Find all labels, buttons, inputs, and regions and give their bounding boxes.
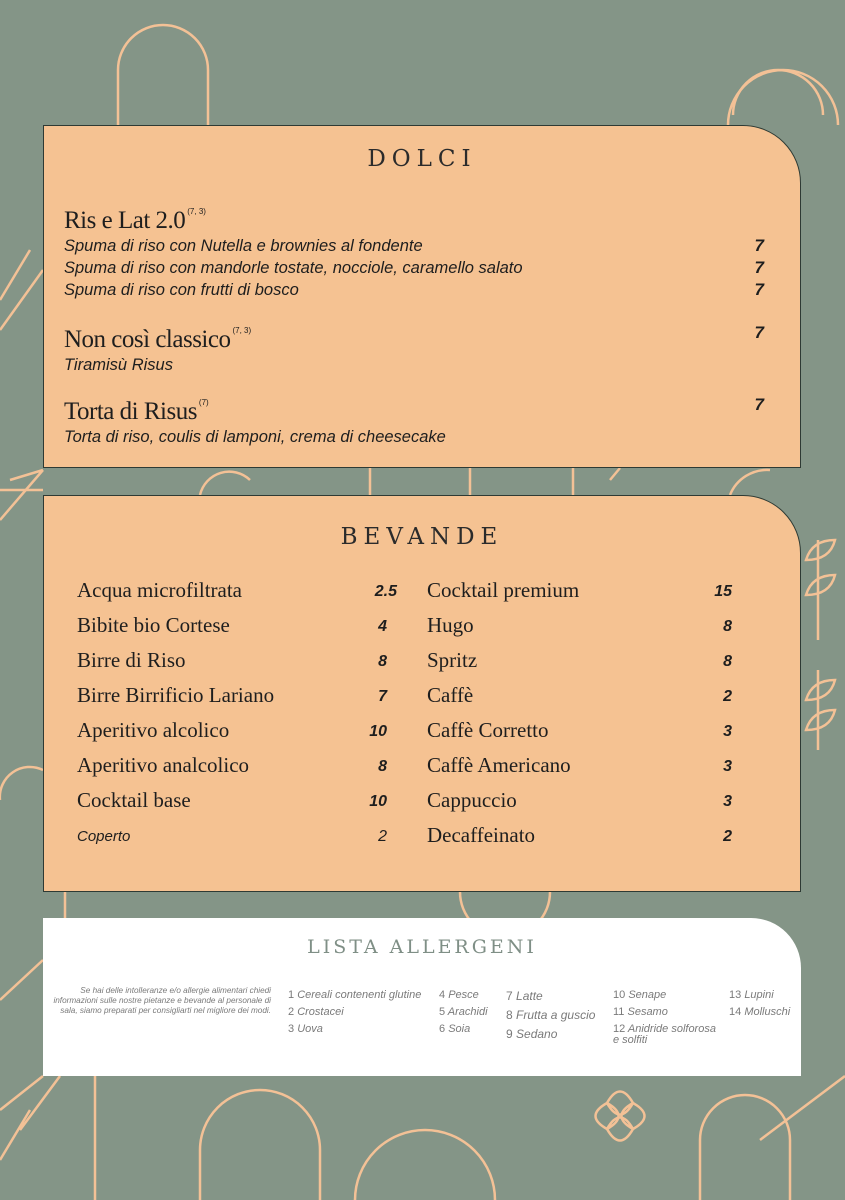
arch-shape (700, 1095, 790, 1200)
drink-row (427, 683, 732, 718)
drink-row (77, 683, 397, 718)
allergen-entry: 6 Soia (439, 1023, 471, 1035)
drink-price: 10 (369, 723, 387, 740)
drink-row (77, 578, 397, 613)
allergen-entry: 5 Arachidi (439, 1006, 488, 1018)
drink-row (427, 788, 732, 823)
drink-price: 7 (378, 688, 387, 705)
item-name: Torta di Risus $^{(7)}$ (64, 398, 209, 425)
drink-name: Hugo (427, 613, 474, 637)
drink-row (427, 613, 732, 648)
item-description: Spuma di riso con Nutella e brownies al fondente 7 (64, 236, 764, 255)
allergen-entry: 12 Anidride solforosa e solfiti (613, 1023, 716, 1046)
leaf-icon (806, 670, 835, 750)
leaf-line (0, 1076, 60, 1160)
drink-name: Birre di Riso (77, 648, 186, 672)
dolci-section (43, 125, 801, 468)
allergen-entry: 13 Lupini (729, 989, 774, 1001)
arch-shape (730, 470, 770, 495)
item-description: Tiramisù Risus (64, 356, 173, 374)
drink-name: Spritz (427, 648, 478, 672)
item-description: Spuma di riso con frutti di bosco 7 (64, 280, 764, 299)
drink-price: 3 (723, 758, 732, 775)
drink-row (77, 823, 397, 858)
drink-price: 2 (723, 688, 732, 705)
drink-row (77, 788, 397, 823)
allergen-entry: 3 Uova (288, 1023, 323, 1035)
item-price: 7 (754, 280, 764, 299)
allergen-codes: (7, 3) (232, 326, 252, 335)
allergen-entry: 10 Senape (613, 989, 667, 1001)
drink-row (77, 718, 397, 753)
arch-shape (200, 1090, 320, 1200)
drink-name: Cappuccio (427, 788, 517, 812)
section-title: LISTA ALLERGENI (307, 936, 537, 958)
allergen-column (288, 987, 421, 1038)
leaf-icon (806, 540, 835, 640)
drink-row (427, 578, 732, 613)
allergen-entry: 11 Sesamo (613, 1006, 668, 1018)
allergen-entry: 9 Sedano (506, 1027, 558, 1041)
leaf-line (0, 767, 43, 800)
item-price: 7 (754, 395, 764, 414)
menu-item (64, 198, 764, 301)
drink-row (427, 718, 732, 753)
drink-price: 8 (723, 653, 732, 670)
drink-price: 2.5 (374, 583, 397, 600)
drink-price: 3 (723, 723, 732, 740)
drink-name: Birre Birrificio Lariano (77, 683, 275, 707)
allergen-column (729, 987, 790, 1021)
item-name: Non così classico $^{(7, 3)}$ (64, 326, 252, 353)
drink-row (427, 753, 732, 788)
flower-icon (596, 1092, 645, 1141)
drink-row (427, 648, 732, 683)
item-price: 7 (754, 258, 764, 277)
drink-name: Decaffeinato (427, 823, 536, 847)
drink-price: 15 (714, 583, 732, 600)
drinks-column-left (77, 578, 397, 858)
drink-row (427, 823, 732, 858)
section-title: BEVANDE (340, 524, 504, 550)
allergen-entry: 4 Pesce (439, 989, 479, 1001)
allergen-entry: 14 Molluschi (729, 1006, 791, 1018)
allergen-codes: (7) (198, 398, 209, 407)
drink-row (77, 648, 397, 683)
item-price: 7 (754, 236, 764, 255)
leaf-line (200, 472, 250, 495)
drink-price: 3 (723, 793, 732, 810)
allergen-section (43, 918, 801, 1076)
drink-name: Aperitivo analcolico (77, 753, 250, 777)
drink-name: Coperto (77, 828, 131, 845)
drink-name: Caffè (427, 683, 474, 707)
item-name: Ris e Lat 2.0 $^{(7, 3)}$ (64, 207, 206, 234)
drink-price: 8 (378, 653, 387, 670)
drink-price: 8 (378, 758, 387, 775)
drink-name: Cocktail premium (427, 578, 580, 602)
stem-line (370, 468, 620, 495)
drink-price: 4 (378, 618, 387, 635)
drink-price: 2 (723, 828, 732, 845)
menu-item (64, 317, 764, 376)
arch-shape (355, 1130, 495, 1200)
drink-price: 10 (369, 793, 387, 810)
drink-price: 8 (723, 618, 732, 635)
arch-shape (0, 960, 43, 1000)
arch-shape (118, 25, 208, 130)
drink-row (77, 613, 397, 648)
menu-item (64, 389, 764, 448)
drink-name: Bibite bio Cortese (77, 613, 230, 637)
drink-row (77, 753, 397, 788)
section-title: DOLCI (367, 146, 477, 172)
drink-price: 2 (378, 828, 387, 845)
allergen-entry: 8 Frutta a guscio (506, 1008, 596, 1022)
allergen-column (439, 987, 488, 1038)
allergen-column (506, 987, 595, 1044)
item-price: 7 (754, 323, 764, 342)
leaf-line (0, 470, 43, 520)
drink-name: Caffè Americano (427, 753, 571, 777)
item-description: Spuma di riso con mandorle tostate, nocciole, caramello salato 7 (64, 258, 764, 277)
drinks-column-right (427, 578, 732, 858)
drink-name: Caffè Corretto (427, 718, 549, 742)
allergen-column (613, 987, 725, 1046)
allergen-entry: 2 Crostacei (288, 1006, 344, 1018)
leaf-line (0, 270, 43, 330)
arch-shape (728, 70, 838, 125)
item-description: Torta di riso, coulis di lamponi, crema di cheesecake (64, 428, 446, 446)
drink-name: Aperitivo alcolico (77, 718, 230, 742)
allergen-entry: 1 Cereali contenenti glutine (288, 989, 422, 1001)
arch-shape (760, 1076, 845, 1140)
allergen-note: Se hai delle intolleranze e/o allergie alimentari chiedi informazioni sulle nostre pietanze e bevande al personale di sala, siamo preparati per consigliarti nel migliore dei modi. (53, 986, 271, 1015)
drink-name: Cocktail base (77, 788, 191, 812)
allergen-codes: (7, 3) (187, 207, 206, 216)
allergen-entry: 7 Latte (506, 989, 543, 1003)
bevande-section (43, 495, 801, 892)
drink-name: Acqua microfiltrata (77, 578, 243, 602)
